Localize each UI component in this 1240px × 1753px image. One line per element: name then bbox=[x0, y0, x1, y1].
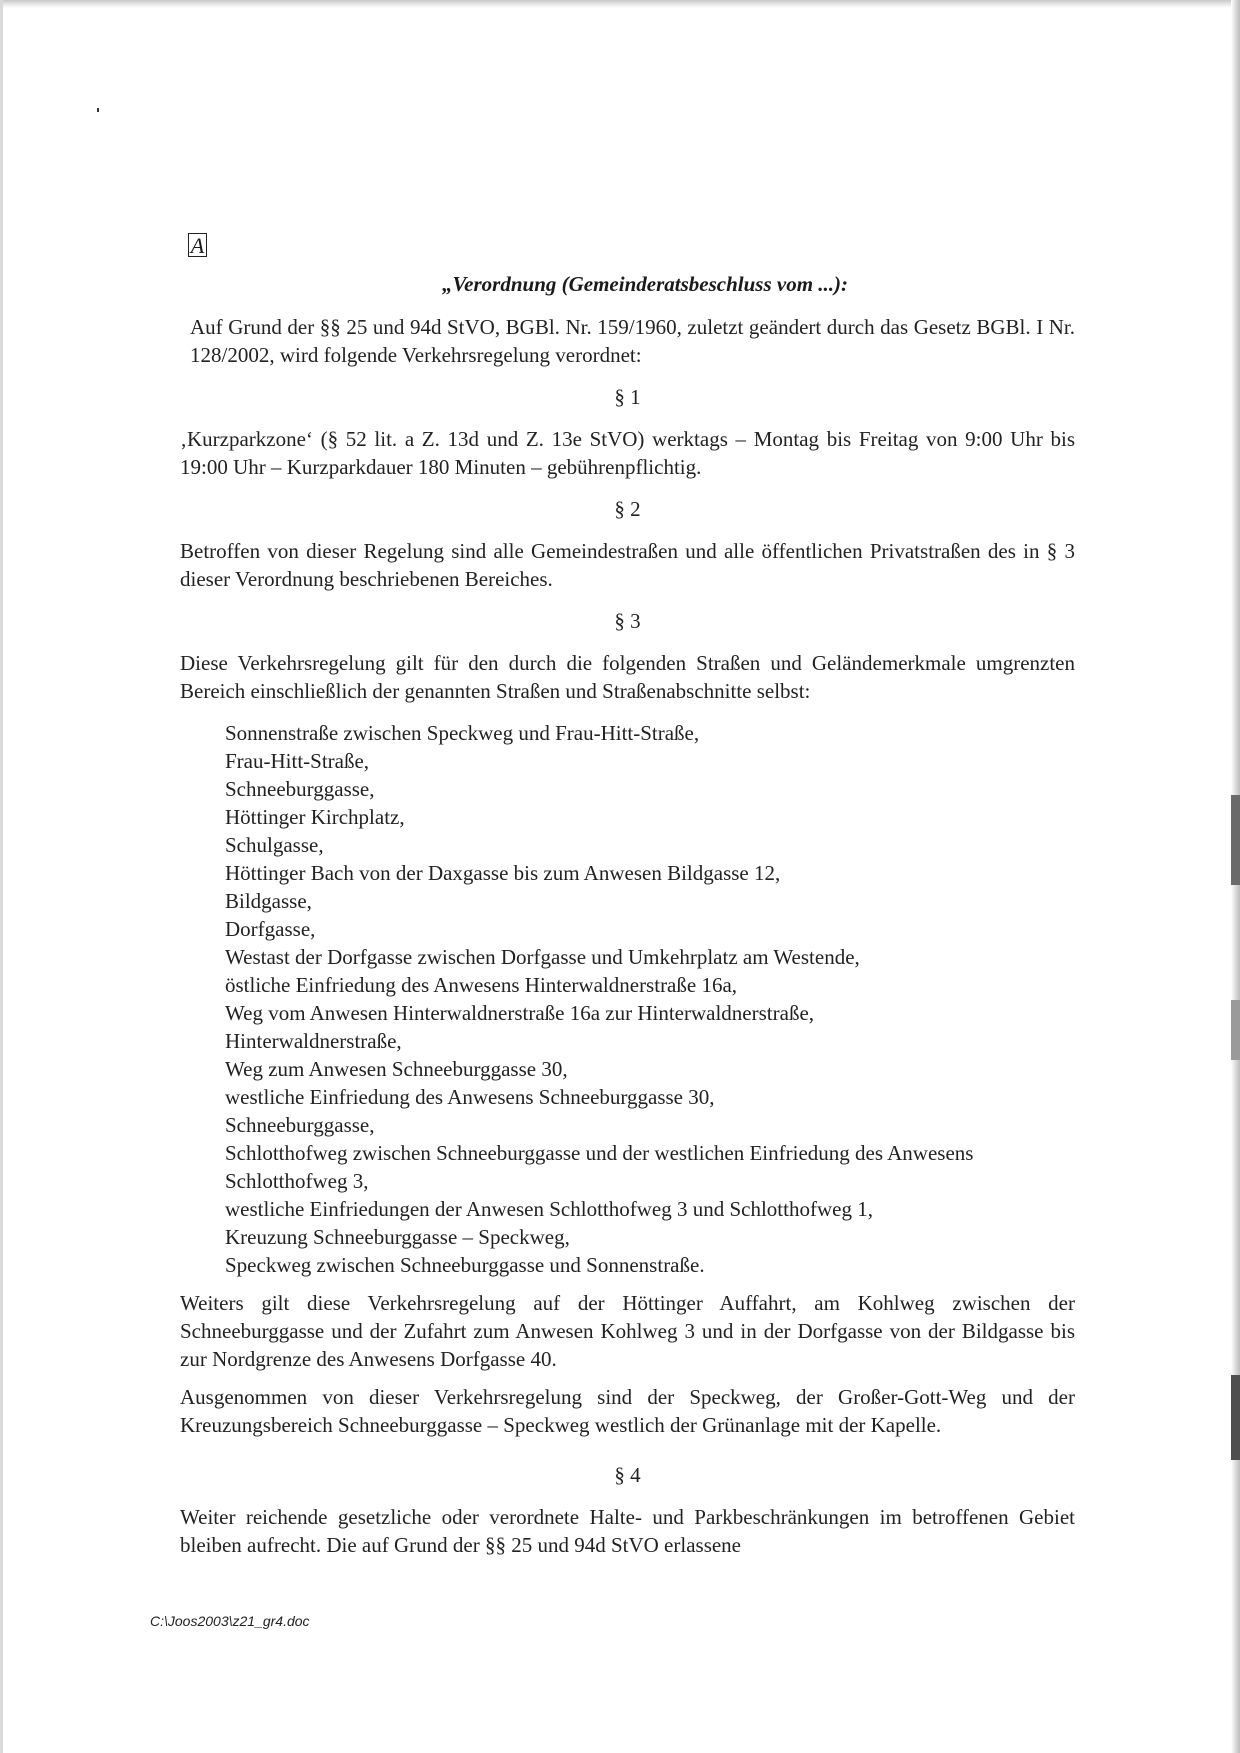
scan-edge-mark bbox=[1231, 1375, 1240, 1460]
footer-file-path: C:\Joos2003\z21_gr4.doc bbox=[150, 1613, 310, 1629]
list-item: Schneeburggasse, bbox=[225, 1113, 375, 1137]
list-item: Weg zum Anwesen Schneeburggasse 30, bbox=[225, 1057, 568, 1081]
list-item: Schlotthofweg zwischen Schneeburggasse und der westlichen Einfriedung des Anwesens Schlotthofweg 3, bbox=[225, 1141, 974, 1193]
section-3-exceptions-paragraph: Ausgenommen von dieser Verkehrsregelung sind der Speckweg, der Großer-Gott-Weg und der Kreuzungsbereich Schneeburggasse – Speckweg westlich der Grünanlage mit der Kapelle. bbox=[180, 1385, 1075, 1437]
list-item: Westast der Dorfgasse zwischen Dorfgasse und Umkehrplatz am Westende, bbox=[225, 945, 860, 969]
list-item: westliche Einfriedungen der Anwesen Schlotthofweg 3 und Schlotthofweg 1, bbox=[225, 1197, 873, 1221]
section-3-heading: § 3 bbox=[614, 609, 641, 633]
list-item: Sonnenstraße zwischen Speckweg und Frau-Hitt-Straße, bbox=[225, 721, 700, 745]
page-marker-box: A bbox=[188, 233, 207, 257]
list-item: Bildgasse, bbox=[225, 889, 312, 913]
list-item: östliche Einfriedung des Anwesens Hinterwaldnerstraße 16a, bbox=[225, 973, 738, 997]
section-4-heading: § 4 bbox=[614, 1463, 641, 1487]
list-item: Speckweg zwischen Schneeburggasse und Sonnenstraße. bbox=[225, 1253, 705, 1277]
list-item: Höttinger Bach von der Daxgasse bis zum Anwesen Bildgasse 12, bbox=[225, 861, 781, 885]
scan-edge-mark bbox=[1231, 1000, 1240, 1060]
list-item: Schneeburggasse, bbox=[225, 777, 375, 801]
document-body bbox=[180, 313, 1075, 1559]
street-list bbox=[225, 719, 1075, 1279]
list-item: Weg vom Anwesen Hinterwaldnerstraße 16a zur Hinterwaldnerstraße, bbox=[225, 1001, 815, 1025]
list-item: Frau-Hitt-Straße, bbox=[225, 749, 370, 773]
list-item: Hinterwaldnerstraße, bbox=[225, 1029, 402, 1053]
section-4-text: Weiter reichende gesetzliche oder verordnete Halte- und Parkbeschränkungen im betroffenen Gebiet bleiben aufrecht. Die auf Grund der §§ 25 und 94d StVO erlassene bbox=[180, 1505, 1075, 1557]
list-item: Schulgasse, bbox=[225, 833, 324, 857]
scan-top-edge bbox=[0, 0, 1240, 8]
section-2-text: Betroffen von dieser Regelung sind alle Gemeindestraßen und alle öffentlichen Privatstraßen des in § 3 dieser Verordnung beschriebenen Bereiches. bbox=[180, 539, 1075, 591]
list-item: Dorfgasse, bbox=[225, 917, 316, 941]
list-item: Höttinger Kirchplatz, bbox=[225, 805, 405, 829]
list-item: Kreuzung Schneeburggasse – Speckweg, bbox=[225, 1225, 570, 1249]
intro-paragraph: Auf Grund der §§ 25 und 94d StVO, BGBl. Nr. 159/1960, zuletzt geändert durch das Gesetz BGBl. I Nr. 128/2002, wird folgende Verkehrsregelung verordnet: bbox=[190, 315, 1075, 367]
document-title: „Verordnung (Gemeinderatsbeschluss vom ...): bbox=[441, 272, 849, 296]
stray-ink-mark bbox=[97, 108, 99, 112]
section-1-text: ‚Kurzparkzone‘ (§ 52 lit. a Z. 13d und Z. 13e StVO) werktags – Montag bis Freitag von 9:00 Uhr bis 19:00 Uhr – Kurzparkdauer 180 Minuten – gebührenpflichtig. bbox=[180, 427, 1075, 479]
section-2-heading: § 2 bbox=[614, 497, 641, 521]
scan-left-edge bbox=[0, 0, 3, 1753]
scan-edge-mark bbox=[1231, 795, 1240, 885]
section-1-heading: § 1 bbox=[614, 385, 641, 409]
list-item: westliche Einfriedung des Anwesens Schneeburggasse 30, bbox=[225, 1085, 715, 1109]
section-3-text: Diese Verkehrsregelung gilt für den durch die folgenden Straßen und Geländemerkmale umgrenzten Bereich einschließlich der genannten Straßen und Straßenabschnitte selbst: bbox=[180, 651, 1075, 703]
section-3-further-paragraph: Weiters gilt diese Verkehrsregelung auf der Höttinger Auffahrt, am Kohlweg zwischen der Schneeburggasse und der Zufahrt zum Anwesen Kohlweg 3 und in der Dorfgasse von der Bildgasse bis zur Nordgrenze des Anwesens Dorfgasse 40. bbox=[180, 1291, 1075, 1371]
